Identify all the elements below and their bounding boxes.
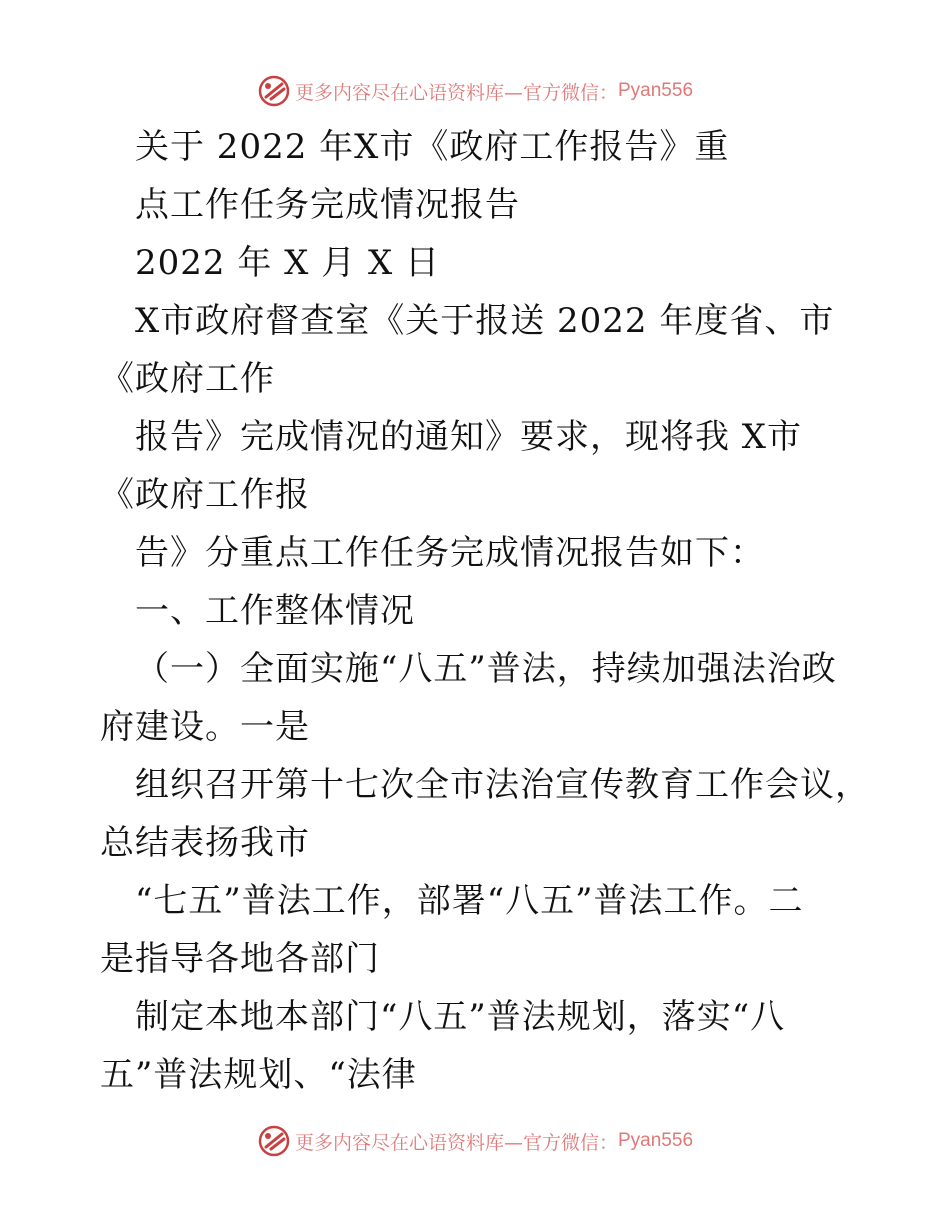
subsection-heading: （一）全面实施“八五”普法，持续加强法治政 xyxy=(135,649,837,689)
title-line-1: 关于 2022 年X市《政府工作报告》重 xyxy=(135,127,730,167)
body-line: 制定本地本部门“八五”普法规划，落实“八 xyxy=(135,997,786,1037)
header-watermark xyxy=(0,71,950,111)
body-line: 是指导各地各部门 xyxy=(100,939,380,979)
body-line: 报告》完成情况的通知》要求，现将我 X市 xyxy=(135,417,803,457)
title-line-2: 点工作任务完成情况报告 xyxy=(135,185,520,225)
section-heading: 一、工作整体情况 xyxy=(135,591,415,631)
body-line: “七五”普法工作，部署“八五”普法工作。二 xyxy=(135,881,804,921)
logo-icon xyxy=(257,74,291,108)
body-line: 《政府工作 xyxy=(100,359,275,399)
body-line: 组织召开第十七次全市法治宣传教育工作会议， xyxy=(135,765,870,805)
body-line: 府建设。一是 xyxy=(100,707,310,747)
body-line: 五”普法规划、“法律 xyxy=(100,1055,417,1095)
watermark-id: Pyan556 xyxy=(618,1130,694,1151)
body-line: 总结表扬我市 xyxy=(100,823,310,863)
body-line: X市政府督查室《关于报送 2022 年度省、市 xyxy=(135,301,835,341)
footer-watermark xyxy=(0,1121,950,1161)
watermark-text: 更多内容尽在心语资料库—官方微信： xyxy=(294,81,618,104)
watermark-id: Pyan556 xyxy=(618,80,694,101)
watermark-text: 更多内容尽在心语资料库—官方微信： xyxy=(294,1131,618,1154)
body-line: 《政府工作报 xyxy=(100,475,310,515)
logo-icon xyxy=(257,1124,291,1158)
body-line: 告》分重点工作任务完成情况报告如下： xyxy=(135,533,765,573)
date-line: 2022 年 X 月 X 日 xyxy=(135,243,440,283)
